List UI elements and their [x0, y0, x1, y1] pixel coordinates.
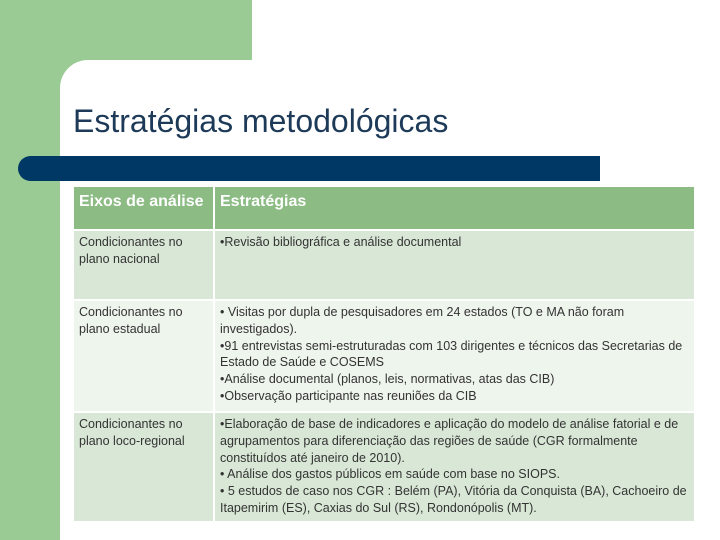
axis-cell: Condicionantes no plano loco-regional: [73, 412, 214, 522]
strategies-table: [72, 185, 696, 523]
strategies-cell: [214, 230, 695, 300]
header-strategies: Estratégias: [214, 186, 695, 230]
slide-title: Estratégias metodológicas: [73, 103, 449, 139]
strategy-item: • Visitas por dupla de pesquisadores em 24 estados (TO e MA não foram investigados).: [220, 305, 625, 336]
table-header-row: [73, 186, 695, 230]
strategies-cell: [214, 412, 695, 522]
title-underline-bar: [18, 156, 600, 181]
axis-cell: Condicionantes no plano nacional: [73, 230, 214, 300]
strategy-item: •Observação participante nas reuniões da CIB: [220, 388, 477, 403]
strategy-item: •91 entrevistas semi-estruturadas com 103 dirigentes e técnicos das Secretarias de Estado de Saúde e COSEMS: [220, 338, 683, 370]
strategies-cell: [214, 300, 695, 412]
axis-cell: Condicionantes no plano estadual: [73, 300, 214, 412]
table-row: [73, 230, 695, 300]
strategy-item: •Elaboração de base de indicadores e aplicação do modelo de análise fatorial e de agrupamentos para diferenciação das regiões de saúde (CGR formalmente constituídos até janeiro de 2010).: [220, 417, 679, 465]
header-axes: Eixos de análise: [73, 186, 214, 230]
strategy-item: •Revisão bibliográfica e análise documental: [220, 235, 462, 249]
table-row: [73, 300, 695, 412]
strategy-item: • 5 estudos de caso nos CGR : Belém (PA), Vitória da Conquista (BA), Cachoeiro de Itapemirim (ES), Caxias do Sul (RS), Rondonópolis (MT).: [220, 484, 687, 515]
strategy-item: •Análise documental (planos, leis, normativas, atas das CIB): [220, 372, 555, 387]
table-row: [73, 412, 695, 522]
strategy-item: • Análise dos gastos públicos em saúde com base no SIOPS.: [220, 467, 560, 482]
